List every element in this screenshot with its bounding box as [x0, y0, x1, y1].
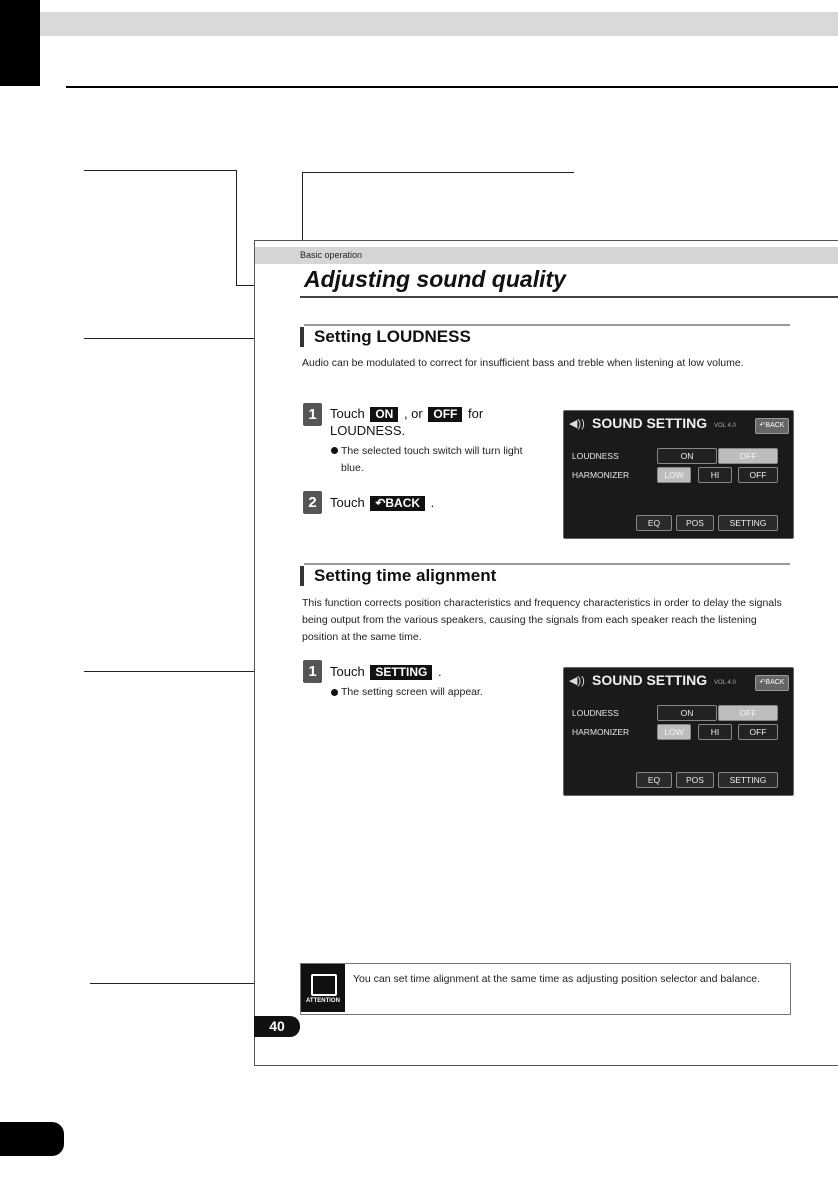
volume-readout: VOL 4.0 [714, 423, 736, 429]
step-text: Touch [330, 406, 365, 421]
setting-button[interactable]: SETTING [718, 515, 778, 531]
speaker-icon: ◀)) [569, 675, 585, 687]
loudness-step2 [330, 494, 434, 511]
screen-title: SOUND SETTING [592, 672, 708, 688]
attention-icon [301, 964, 345, 1012]
loudness-on-button[interactable]: ON [657, 705, 717, 721]
off-chip: OFF [428, 407, 462, 422]
loudness-description: Audio can be modulated to correct for insufficient bass and treble when listening at low volume. [302, 357, 744, 369]
step-text: for [468, 406, 484, 421]
harmonizer-low-button[interactable]: LOW [657, 467, 691, 483]
attention-text: You can set time alignment at the same time as adjusting position selector and balance. [353, 973, 761, 985]
on-chip: ON [370, 407, 398, 422]
step-number: 1 [303, 660, 322, 683]
heading-time-alignment: Setting time alignment [314, 566, 497, 585]
book-icon [311, 974, 337, 996]
callout-line-section [302, 172, 574, 173]
step-text: . [430, 495, 435, 510]
loudness-on-button[interactable]: ON [657, 448, 717, 464]
screen-back-button[interactable]: ↶BACK [755, 675, 789, 691]
step-text: Touch [330, 664, 365, 679]
loudness-label: LOUDNESS [572, 708, 619, 718]
time-alignment-description: This function corrects position characteristics and frequency characteristics in order to delay the signals being output from the various speakers, causing the signals from each speaker reach the listening position at the same time. [302, 597, 782, 643]
sound-setting-screen-1 [563, 410, 794, 539]
page-number: 40 [254, 1016, 300, 1037]
setting-button[interactable]: SETTING [718, 772, 778, 788]
step-number: 1 [303, 403, 322, 426]
time-step1 [330, 663, 442, 680]
speaker-icon: ◀)) [569, 418, 585, 430]
bullet-icon [331, 447, 338, 454]
eq-button[interactable]: EQ [636, 772, 672, 788]
time-bullet: The setting screen will appear. [341, 686, 483, 698]
section-label: Basic operation [300, 250, 363, 260]
harmonizer-low-button[interactable]: LOW [657, 724, 691, 740]
back-chip: ↶BACK [370, 496, 425, 511]
heading-rule-time [304, 563, 790, 565]
chapter-tab [0, 0, 40, 86]
pos-button[interactable]: POS [676, 772, 714, 788]
step-number: 2 [303, 491, 322, 514]
loudness-off-button[interactable]: OFF [718, 705, 778, 721]
volume-readout: VOL 4.0 [714, 680, 736, 686]
sound-setting-screen-2 [563, 667, 794, 796]
page-title: Adjusting sound quality [304, 266, 566, 292]
heading-loudness: Setting LOUDNESS [314, 327, 471, 346]
harmonizer-label: HARMONIZER [572, 470, 630, 480]
callout-line-title [84, 170, 236, 171]
step-text: Touch [330, 495, 365, 510]
harmonizer-label: HARMONIZER [572, 727, 630, 737]
callout-line-title-vertical [236, 170, 237, 285]
harmonizer-off-button[interactable]: OFF [738, 467, 778, 483]
header-band [40, 12, 838, 36]
harmonizer-hi-button[interactable]: HI [698, 724, 732, 740]
header-rule [66, 86, 838, 88]
title-rule [300, 296, 838, 298]
loudness-step1 [330, 405, 540, 439]
pos-button[interactable]: POS [676, 515, 714, 531]
bullet-icon [331, 689, 338, 696]
loudness-bullet: The selected touch switch will turn light blue. [341, 445, 523, 474]
screen-back-button[interactable]: ↶BACK [755, 418, 789, 434]
loudness-off-button[interactable]: OFF [718, 448, 778, 464]
loudness-label: LOUDNESS [572, 451, 619, 461]
harmonizer-off-button[interactable]: OFF [738, 724, 778, 740]
eq-button[interactable]: EQ [636, 515, 672, 531]
heading-rule-loudness [304, 324, 790, 326]
bottom-tab [0, 1122, 64, 1156]
harmonizer-hi-button[interactable]: HI [698, 467, 732, 483]
attention-icon-label: ATTENTION [306, 998, 340, 1004]
step-text: , or [403, 406, 423, 421]
setting-chip: SETTING [370, 665, 432, 680]
heading-marker-time [300, 566, 304, 586]
screen-title: SOUND SETTING [592, 415, 708, 431]
step-text: . [437, 664, 442, 679]
step-text: LOUDNESS. [330, 423, 406, 438]
heading-marker-loudness [300, 327, 304, 347]
